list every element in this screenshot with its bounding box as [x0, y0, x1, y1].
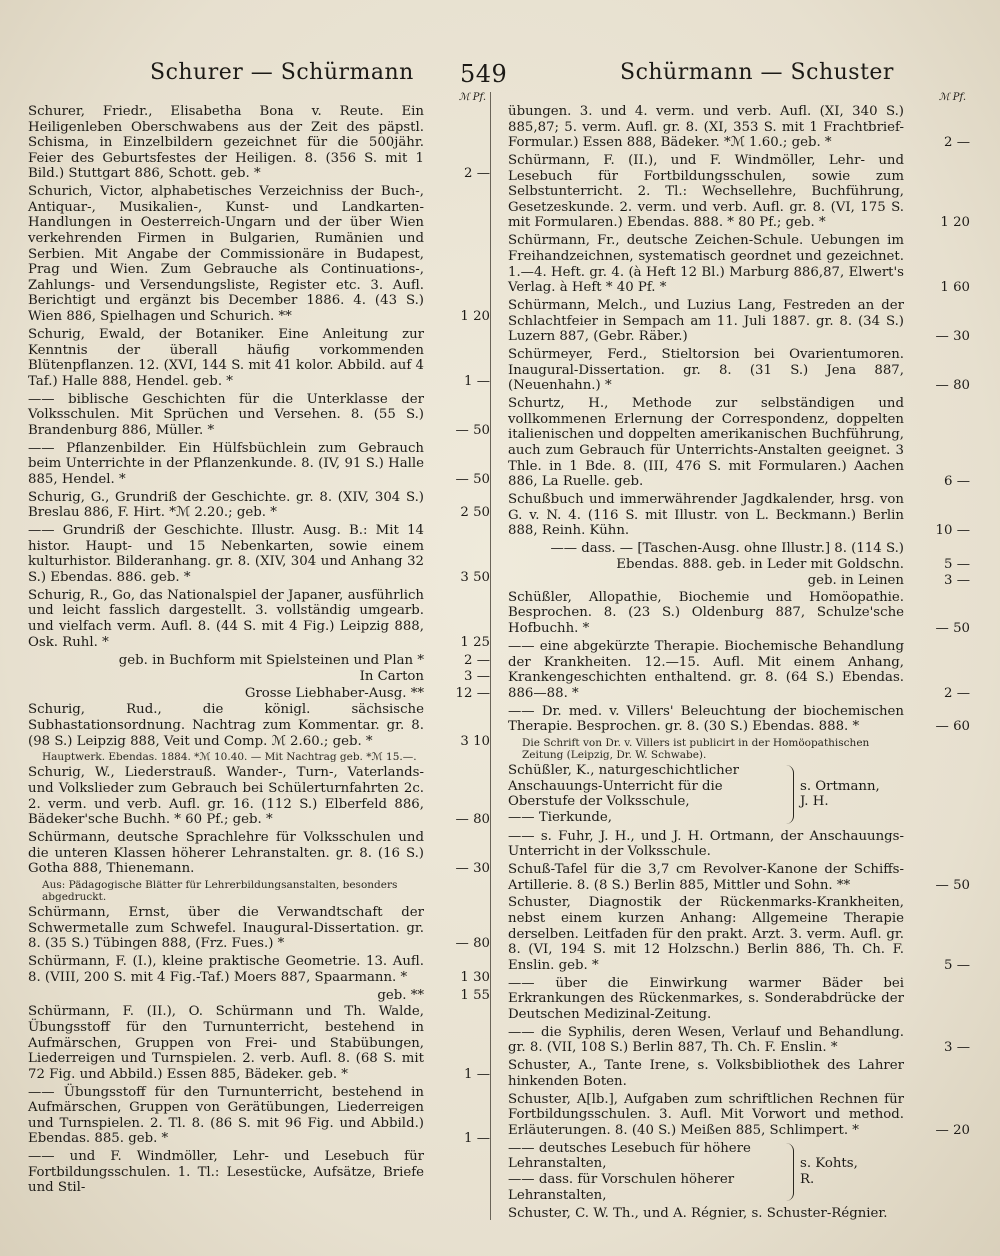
brace-target: s. Ortmann, — [800, 778, 880, 794]
catalog-entry — [28, 490, 490, 521]
entry-price: — 30 — [455, 861, 490, 877]
entry-price: 1 30 — [460, 969, 490, 985]
currency-unit-header: ℳ Pf. — [938, 92, 966, 103]
entry-text: Schuß-Tafel für die 3,7 cm Revolver-Kanone der Schiffs-Artillerie. 8. (8 S.) Berlin 885, Mittler und Sohn. ** — [508, 861, 904, 893]
entry-price: 6 — — [944, 474, 970, 490]
entry-price: 1 — — [464, 373, 490, 389]
sub-line-group — [508, 541, 970, 589]
sub-line-group — [28, 988, 490, 1004]
entry-group — [28, 765, 490, 876]
entry-text: Schuster, C. W. Th., und A. Régnier, s. Schuster-Régnier. — [508, 1206, 888, 1222]
catalog-entry — [508, 347, 970, 394]
entry-group — [28, 702, 490, 749]
entry-text: Schürmann, deutsche Sprachlehre für Volksschulen und die unteren Klassen höherer Lehranstalten. gr. 8. (16 S.) Gotha 888, Thienemann. — [28, 830, 424, 877]
entry-price: 2 — — [464, 166, 490, 182]
entry-text: Schurer, Friedr., Elisabetha Bona v. Reute. Ein Heiligenleben Oberschwabens aus der Zeit des päpstl. Schisma, in Einzelbildern gezeichnet für die 500jähr. Feier des Geburtsfestes der Heiligen. 8. (356 S. mit 1 Bild.) Stuttgart 886, Schott. geb. * — [28, 104, 424, 182]
catalog-entry — [28, 765, 490, 827]
catalog-entry — [508, 862, 970, 893]
catalog-entry — [508, 396, 970, 490]
entry-text: Schurich, Victor, alphabetisches Verzeichniss der Buch-, Antiquar-, Musikalien-, Kunst- und Landkarten-Handlungen in Oesterreich-Ungarn und der über Wien verkehrenden Firmen in Bulgarien, Rumänien und Serbien. Mit Angabe der Commissionäre in Budapest, Prag und Wien. Zum Gebrauche als Continuations-, Zahlungs- und Versendungsliste, Register etc. 3. Aufl. Berichtigt und ergänzt bis December 1886. 4. (43 S.) Wien 886, Spielhagen und Schurich. ** — [28, 184, 424, 325]
entry-price: — 80 — [935, 378, 970, 394]
variant-price: 12 — — [455, 685, 490, 701]
entry-price: 3 — — [944, 1040, 970, 1056]
catalog-entry — [508, 704, 970, 735]
brace-target: R. — [800, 1172, 815, 1188]
entry-text: übungen. 3. und 4. verm. und verb. Aufl. (XI, 340 S.) 885,87; 5. verm. Aufl. gr. 8. (XI, 353 S. mit 1 Frachtbrief-Formular.) Essen 888, Bädeker. *ℳ 1.60.; geb. * — [508, 104, 904, 151]
variant-text: geb. in Leinen — [807, 573, 904, 589]
catalog-entry — [508, 153, 970, 231]
catalog-entry — [508, 233, 970, 295]
catalog-entry — [28, 104, 490, 182]
variant-text: Grosse Liebhaber-Ausg. ** — [244, 685, 424, 701]
column-divider — [490, 92, 491, 1220]
price-variant-line — [28, 669, 490, 685]
entry-group — [508, 590, 970, 735]
brace-target: s. Kohts, — [800, 1156, 858, 1172]
catalog-entry — [508, 590, 970, 637]
entry-text: Schuster, Diagnostik der Rückenmarks-Krankheiten, nebst einem kurzen Anhang: Allgemeine Therapie derselben. Leitfaden für den prakt. Arzt. 3. verm. Aufl. gr. 8. (VI, 194 S. mit 12 Holzschn.) Berlin 886, Th. Ch. F. Enslin. geb. * — [508, 895, 904, 973]
variant-price: 2 — — [464, 652, 490, 668]
brace-line: —— Tierkunde, — [508, 809, 612, 825]
entry-text: —— s. Fuhr, J. H., und J. H. Ortmann, der Anschauungs-Unterricht in der Volksschule. — [508, 828, 904, 860]
entry-text: Schürmann, Ernst, über die Verwandtschaft der Schwermetalle zum Schwefel. Inaugural-Dissertation. gr. 8. (35 S.) Tübingen 888, (Frz. Fues.) * — [28, 905, 424, 952]
brace-line: Schüßler, K., naturgeschichtlicher Anschauungs-Unterricht für die Oberstufe der Volksschule, — [508, 763, 739, 810]
entry-text: —— biblische Geschichten für die Unterklasse der Volksschulen. Mit Sprüchen und Versehen. 8. (55 S.) Brandenburg 886, Müller. * — [28, 391, 424, 438]
entry-price: — 20 — [935, 1122, 970, 1138]
curly-brace — [785, 1143, 794, 1201]
page-number: 549 — [460, 60, 508, 88]
price-variant-line — [28, 653, 490, 669]
catalog-entry — [508, 1206, 970, 1222]
entry-text: Schürmann, F. (II.), O. Schürmann und Th. Walde, Übungsstoff für den Turnunterricht, bestehend in Aufmärschen, Gruppen von Frei- und Stabübungen, Liederreigen und Turnspielen. 2. verb. Aufl. 8. (68 S. mit 72 Fig. und Abbild.) Essen 885, Bädeker. geb. * — [28, 1004, 424, 1082]
catalog-entry — [508, 829, 970, 860]
variant-price: 1 55 — [460, 987, 490, 1003]
entry-text: Schurtz, H., Methode zur selbständigen und vollkommenen Erlernung der Correspondenz, doppelten italienischen und doppelten amerikanischen Buchführung, auch zum Gebrauch für Unterrichts-Anstalten geeignet. 3 Thle. in 1 Bde. 8. (III, 476 S. mit Formularen.) Aachen 886, La Ruelle. geb. — [508, 396, 904, 490]
footnote: Aus: Pädagogische Blätter für Lehrerbildungsanstalten, besonders abgedruckt. — [42, 879, 398, 904]
catalog-entry — [508, 976, 970, 1023]
entry-price: 3 50 — [460, 570, 490, 585]
entry-text: Schurig, R., Go, das Nationalspiel der Japaner, ausführlich und leicht fasslich dargestellt. 3. vollständig umgearb. und vielfach verm. Aufl. 8. (44 S. mit 4 Fig.) Leipzig 888, Osk. Ruhl. * — [28, 587, 424, 650]
entry-group — [28, 905, 490, 985]
entry-text: Schurig, G., Grundriß der Geschichte. gr. 8. (XIV, 304 S.) Breslau 886, F. Hirt. *ℳ 2.20.; geb. * — [28, 489, 424, 521]
entry-text: Schürmann, F. (II.), und F. Windmöller, Lehr- und Lesebuch für Fortbildungsschulen, sowie zum Selbstunterricht. 2. Tl.: Wechsellehre, Buchführung, Gesetzeskunde. 2. verm. und verb. Aufl. gr. 8. (VI, 175 S. mit Formularen.) Ebendas. 888. * 80 Pf.; geb. * — [508, 153, 904, 231]
catalog-entry — [508, 298, 970, 345]
entry-price: 2 50 — [460, 505, 490, 521]
catalog-entry — [28, 327, 490, 389]
entry-text: —— über die Einwirkung warmer Bäder bei Erkrankungen des Rückenmarkes, s. Sonderabdrücke der Deutschen Medizinal-Zeitung. — [508, 975, 904, 1022]
entry-text: Schürmann, Melch., und Luzius Lang, Festreden an der Schlachtfeier in Sempach am 11. Juli 1887. gr. 8. (34 S.) Luzern 887, (Gebr. Räber.) — [508, 298, 904, 345]
catalog-entry — [28, 1004, 490, 1082]
entry-text: Schuster, A[lb.], Aufgaben zum schriftlichen Rechnen für Fortbildungsschulen. 3. Aufl. Mit Vorwort und method. Erläuterungen. 8. (40 S.) Meißen 885, Schlimpert. * — [508, 1091, 904, 1138]
entry-text: Schürmeyer, Ferd., Stieltorsion bei Ovarientumoren. Inaugural-Dissertation. gr. 8. (31 S.) Jena 887, (Neuenhahn.) * — [508, 347, 904, 394]
catalog-entry — [508, 1025, 970, 1056]
catalog-entry — [508, 1092, 970, 1139]
entry-price: 1 60 — [940, 280, 970, 296]
entry-price: — 60 — [935, 719, 970, 735]
entry-price: 1 25 — [460, 634, 490, 650]
entry-text: Schürmann, Fr., deutsche Zeichen-Schule. Uebungen im Freihandzeichnen, systematisch geordnet und gezeichnet. 1.—4. Heft. gr. 4. (à Heft 12 Bl.) Marburg 886,87, Elwert's Verlag. à Heft * 40 Pf. * — [508, 233, 904, 296]
entry-price: 2 — — [944, 685, 970, 701]
sub-line-group — [28, 653, 490, 702]
brace-line: —— deutsches Lesebuch für höhere Lehranstalten, — [508, 1140, 751, 1172]
entry-text: Schurig, W., Liederstrauß. Wander-, Turn-, Vaterlands- und Volkslieder zum Gebrauch bei Schülerturnfahrten 2c. 2. verm. und verb. Aufl. gr. 16. (112 S.) Elberfeld 886, Bädeker'sche Buchh. * 60 Pf.; geb. * — [28, 765, 424, 828]
entry-price: — 30 — [935, 329, 970, 345]
entry-text: —— Übungsstoff für den Turnunterricht, bestehend in Aufmärschen, Gruppen von Gerätübungen, Liederreigen und Turnspielen. 2. Tl. 8. (86 S. mit 96 Fig. und Abbild.) Ebendas. 885. geb. * — [28, 1084, 424, 1147]
price-variant-line — [28, 686, 490, 702]
catalog-entry — [28, 184, 490, 324]
entry-price: — 80 — [455, 812, 490, 828]
entry-text: —— Pflanzenbilder. Ein Hülfsbüchlein zum Gebrauch beim Unterrichte in der Pflanzenkunde. 8. (IV, 91 S.) Halle 885, Hendel. * — [28, 440, 424, 487]
footnote: Hauptwerk. Ebendas. 1884. *ℳ 10.40. — Mit Nachtrag geb. *ℳ 15.—. — [42, 751, 417, 764]
entry-price: — 80 — [455, 936, 490, 952]
catalog-entry — [28, 441, 490, 488]
catalog-entry — [508, 104, 970, 151]
entry-price: 5 — — [944, 957, 970, 973]
brace-line: —— dass. für Vorschulen höherer Lehranstalten, — [508, 1172, 735, 1203]
entry-price: 1 — — [464, 1066, 490, 1082]
entry-price: — 50 — [455, 471, 490, 487]
entry-text: Schurig, Ewald, der Botaniker. Eine Anleitung zur Kenntnis der überall häufig vorkommenden Blütenpflanzen. 12. (XVI, 144 S. mit 41 kolor. Abbild. auf 4 Taf.) Halle 888, Hendel. geb. * — [28, 326, 424, 389]
catalog-entry — [28, 702, 490, 749]
variant-text: —— dass. — [Taschen-Ausg. ohne Illustr.] 8. (114 S.) Ebendas. 888. geb. in Leder mit Goldschn. — [550, 541, 904, 572]
entry-price: 1 20 — [940, 215, 970, 231]
price-variant-line — [508, 541, 970, 572]
variant-price: 3 — — [944, 573, 970, 589]
variant-text: geb. ** — [377, 987, 424, 1003]
brace-reference — [508, 763, 970, 825]
brace-reference — [508, 1141, 970, 1203]
variant-text: In Carton — [359, 669, 424, 685]
entry-group — [28, 1004, 490, 1196]
entry-text: —— Grundriß der Geschichte. Illustr. Ausg. B.: Mit 14 histor. Haupt- und 15 Nebenkarten, sowie einem kulturhistor. Bilderanhang. gr. 8. (XIV, 304 und Anhang 32 S.) Ebendas. 886. geb. * — [28, 523, 424, 585]
catalog-entry — [28, 523, 490, 585]
variant-text: geb. in Buchform mit Spielsteinen und Plan * — [118, 652, 424, 668]
entry-price: — 50 — [455, 422, 490, 438]
price-variant-line — [28, 988, 490, 1004]
brace-target: J. H. — [800, 794, 829, 810]
variant-price: 5 — — [944, 556, 970, 572]
catalog-entry — [28, 830, 490, 877]
catalog-entry — [28, 588, 490, 650]
catalog-entry — [508, 639, 970, 701]
entry-text: Schüßler, Allopathie, Biochemie und Homöopathie. Besprochen. 8. (23 S.) Oldenburg 887, Schulze'sche Hofbuchh. * — [508, 589, 904, 637]
price-variant-line — [508, 573, 970, 589]
catalog-entry — [28, 905, 490, 952]
catalog-entry — [508, 492, 970, 539]
footnote: Die Schrift von Dr. v. Villers ist publicirt in der Homöopathischen Zeitung (Leipzig, Dr. W. Schwabe). — [522, 737, 870, 762]
entry-text: —— Dr. med. v. Villers' Beleuchtung der biochemischen Therapie. Besprochen. gr. 8. (30 S.) Ebendas. 888. * — [508, 703, 904, 735]
header-left-title: Schurer — Schürmann — [150, 60, 414, 85]
catalog-entry — [28, 1085, 490, 1147]
curly-brace — [785, 765, 794, 823]
entry-group — [508, 104, 970, 539]
entry-text: Schuster, A., Tante Irene, s. Volksbibliothek des Lahrer hinkenden Boten. — [508, 1058, 904, 1089]
left-column — [28, 92, 490, 1198]
catalog-entry — [508, 1058, 970, 1089]
entry-price: 1 — — [464, 1131, 490, 1147]
entry-price: 2 — — [944, 135, 970, 151]
entry-text: Schußbuch und immerwährender Jagdkalender, hrsg. von G. v. N. 4. (116 S. mit Illustr. von L. Beckmann.) Berlin 888, Reinh. Kühn. — [508, 492, 904, 539]
entry-text: —— eine abgekürzte Therapie. Biochemische Behandlung der Krankheiten. 12.—15. Aufl. Mit einem Anhang, Krankengeschichten enthaltend. gr. 8. (64 S.) Ebendas. 886—88. * — [508, 638, 904, 701]
catalog-entry — [28, 392, 490, 439]
entry-group — [508, 829, 970, 1139]
entry-text: Schürmann, F. (I.), kleine praktische Geometrie. 13. Aufl. 8. (VIII, 200 S. mit 4 Fig.-Taf.) Moers 887, Spaarmann. * — [28, 954, 424, 985]
catalog-entry — [28, 954, 490, 985]
entry-text: Schurig, Rud., die königl. sächsische Subhastationsordnung. Nachtrag zum Kommentar. gr. 8. (98 S.) Leipzig 888, Veit und Comp. ℳ 2.60.; geb. * — [28, 702, 424, 749]
entry-text: —— die Syphilis, deren Wesen, Verlauf und Behandlung. gr. 8. (VII, 108 S.) Berlin 887, Th. Ch. F. Enslin. * — [508, 1024, 904, 1056]
entry-group — [28, 104, 490, 650]
entry-price: 3 10 — [460, 733, 490, 749]
right-column — [508, 92, 970, 1224]
entry-text: —— und F. Windmöller, Lehr- und Lesebuch für Fortbildungsschulen. 1. Tl.: Lesestücke, Aufsätze, Briefe und Stil- — [28, 1149, 424, 1196]
entry-price: 10 — — [935, 523, 970, 539]
currency-unit-header: ℳ Pf. — [458, 92, 486, 103]
page-header — [0, 60, 1000, 90]
entry-price: 1 20 — [460, 309, 490, 325]
catalog-entry — [508, 895, 970, 973]
variant-price: 3 — — [464, 669, 490, 685]
header-right-title: Schürmann — Schuster — [620, 60, 894, 85]
catalog-entry — [28, 1149, 490, 1196]
entry-price: — 50 — [935, 877, 970, 893]
entry-price: — 50 — [935, 621, 970, 637]
